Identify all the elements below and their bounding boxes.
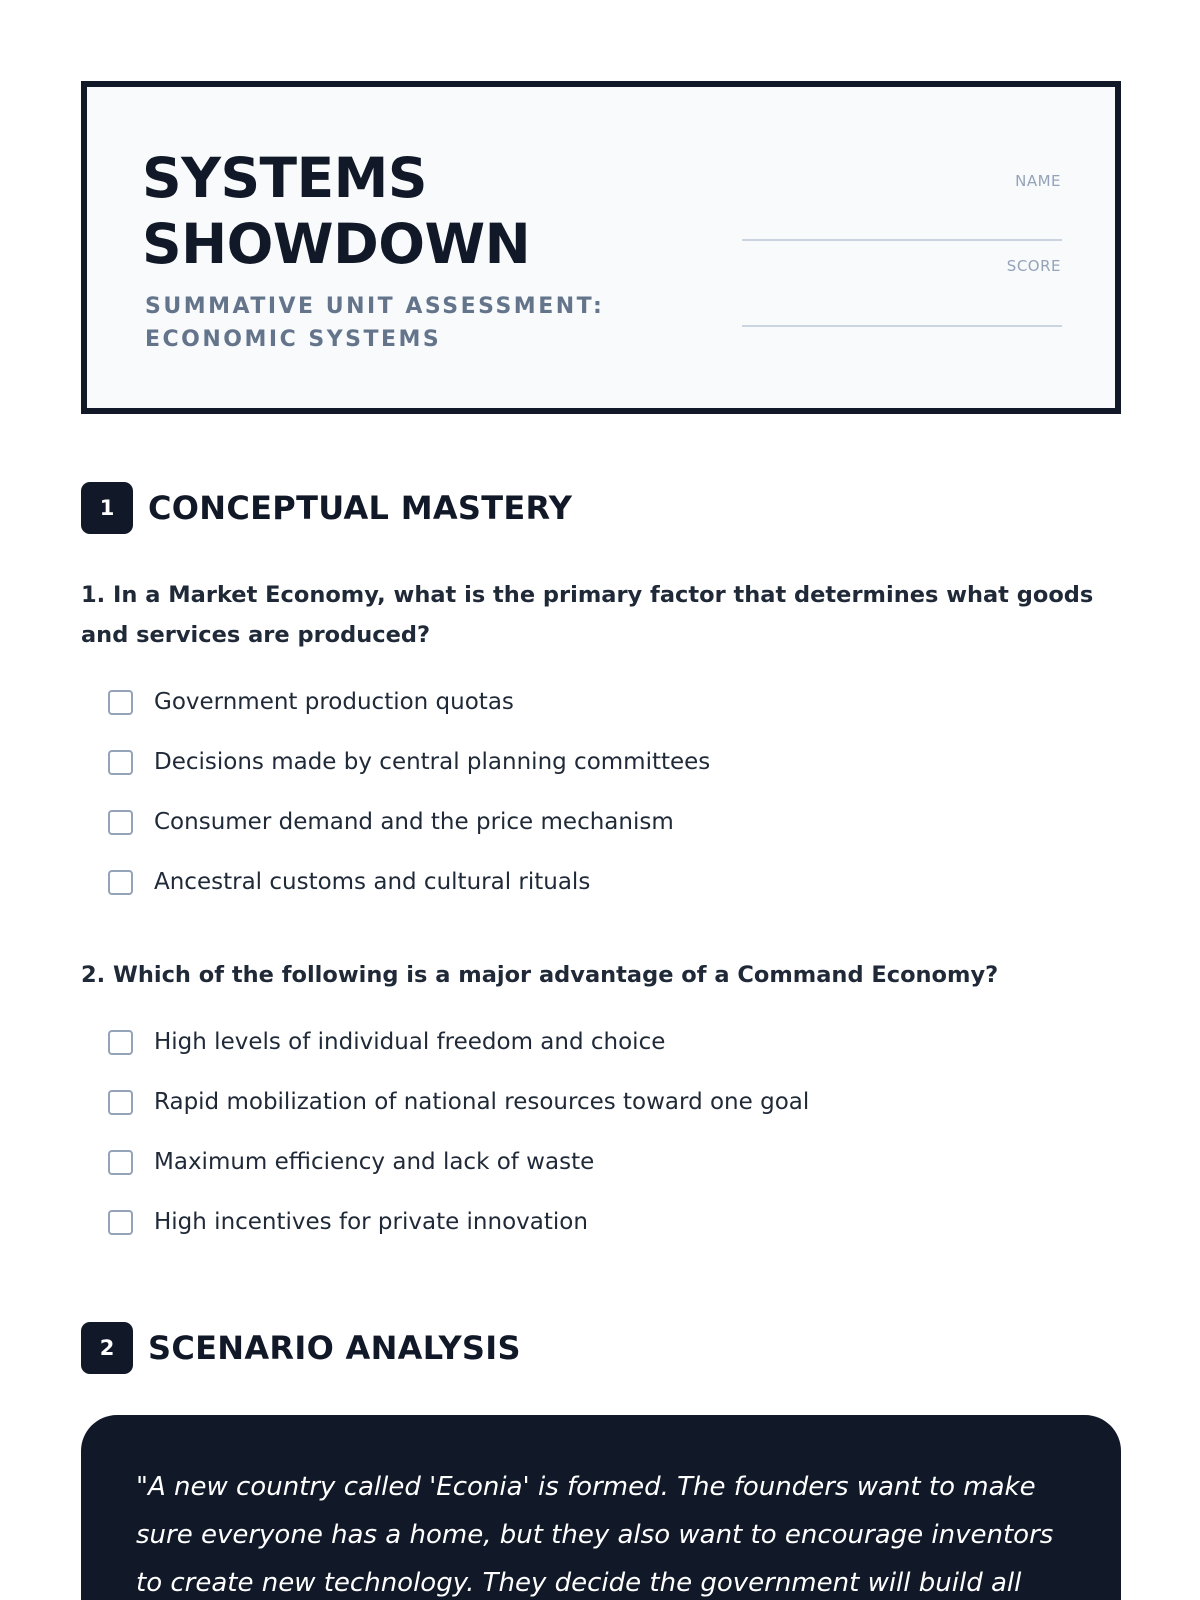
answer-option[interactable]: [108, 687, 514, 717]
question-text: 2. Which of the following is a major advantage of a Command Economy?: [81, 962, 999, 988]
answer-label: Rapid mobilization of national resources toward one goal: [154, 1089, 810, 1115]
title-line-2: SHOWDOWN: [142, 212, 531, 276]
title-line-1: SYSTEMS: [142, 146, 427, 210]
answer-option[interactable]: [108, 807, 674, 837]
answer-label: Government production quotas: [154, 689, 514, 715]
section-number-badge: 1: [81, 482, 133, 534]
section-number-badge: 2: [81, 1322, 133, 1374]
answer-option[interactable]: [108, 1027, 665, 1057]
answer-option[interactable]: [108, 867, 590, 897]
answer-label: High incentives for private innovation: [154, 1209, 588, 1235]
answer-option[interactable]: [108, 1207, 588, 1237]
question-text: 1. In a Market Economy, what is the primary factor that determines what goods and services are produced?: [81, 582, 1094, 648]
score-field[interactable]: [742, 325, 1062, 327]
answer-checkbox[interactable]: [108, 750, 133, 775]
page-title: [142, 145, 762, 277]
name-label: NAME: [1015, 172, 1061, 190]
answer-checkbox[interactable]: [108, 810, 133, 835]
section-title: CONCEPTUAL MASTERY: [148, 489, 573, 527]
scenario-text: "A new country called 'Econia' is formed. The founders want to make sure everyone has a home, but they also want to encourage inventors to create new technology. They decide the government will build all: [136, 1472, 1054, 1598]
answer-checkbox[interactable]: [108, 1030, 133, 1055]
score-label: SCORE: [1006, 257, 1061, 275]
scenario-card: [81, 1415, 1121, 1600]
answer-checkbox[interactable]: [108, 1090, 133, 1115]
answer-checkbox[interactable]: [108, 690, 133, 715]
answer-option[interactable]: [108, 1087, 809, 1117]
assessment-header: [81, 81, 1121, 414]
answer-option[interactable]: [108, 747, 710, 777]
answer-checkbox[interactable]: [108, 1150, 133, 1175]
section-title: SCENARIO ANALYSIS: [148, 1329, 521, 1367]
answer-label: Ancestral customs and cultural rituals: [154, 869, 591, 895]
answer-label: Decisions made by central planning committees: [154, 749, 711, 775]
answer-label: High levels of individual freedom and choice: [154, 1029, 666, 1055]
answer-checkbox[interactable]: [108, 1210, 133, 1235]
page-subtitle: SUMMATIVE UNIT ASSESSMENT: ECONOMIC SYSTEMS: [145, 294, 605, 352]
name-field[interactable]: [742, 239, 1062, 241]
answer-label: Maximum efficiency and lack of waste: [154, 1149, 595, 1175]
answer-label: Consumer demand and the price mechanism: [154, 809, 674, 835]
answer-option[interactable]: [108, 1147, 594, 1177]
answer-checkbox[interactable]: [108, 870, 133, 895]
